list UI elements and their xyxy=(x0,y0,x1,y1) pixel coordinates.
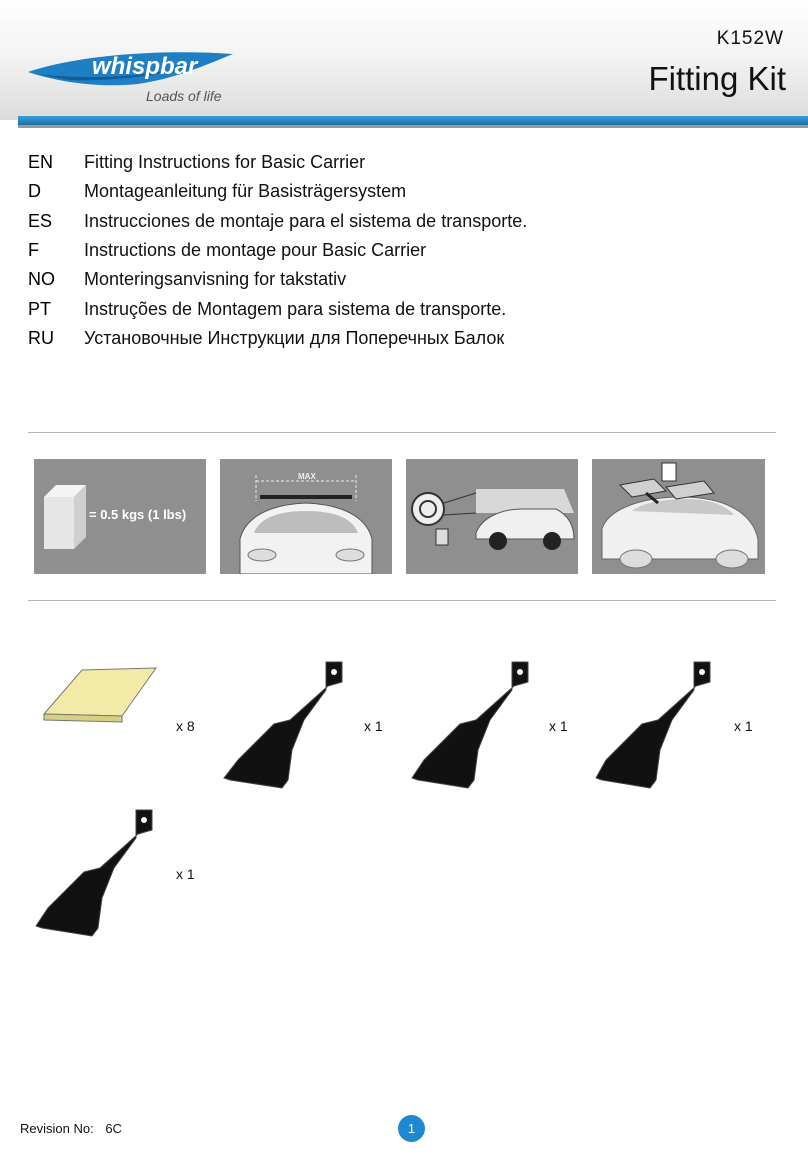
language-title: Instruções de Montagem para sistema de transporte. xyxy=(84,298,507,319)
max-label: MAX xyxy=(298,472,316,481)
tagline: Loads of life xyxy=(146,88,222,104)
language-code: RU xyxy=(28,327,54,348)
language-code: ES xyxy=(28,210,53,231)
language-code: PT xyxy=(28,298,52,319)
bracket-3-quantity: x 1 xyxy=(734,718,753,734)
bracket-part-4 xyxy=(30,808,170,938)
language-title: Instrucciones de montaje para el sistema de transporte. xyxy=(84,210,528,231)
bracket-part-2 xyxy=(406,660,546,790)
document-code: K152W xyxy=(716,28,784,49)
header-shadow-bar xyxy=(18,125,808,128)
rubber-pad-part xyxy=(42,664,162,724)
header-accent-bar xyxy=(18,116,808,125)
language-row xyxy=(28,324,527,353)
language-list xyxy=(28,148,527,353)
header xyxy=(0,0,808,120)
language-title: Установочные Инструкции для Поперечных Балок xyxy=(84,327,505,348)
language-row xyxy=(28,177,527,206)
weight-panel xyxy=(34,459,206,574)
bracket-part-3 xyxy=(590,660,730,790)
page-number-badge: 1 xyxy=(398,1115,425,1142)
language-code: D xyxy=(28,181,41,202)
language-title: Montageanleitung für Basisträgersystem xyxy=(84,181,407,202)
language-row xyxy=(28,207,527,236)
language-title: Fitting Instructions for Basic Carrier xyxy=(84,152,366,173)
weight-label: = 0.5 kgs (1 lbs) xyxy=(89,507,187,522)
document-title: Fitting Kit xyxy=(648,60,786,97)
language-row xyxy=(28,294,527,323)
brand-name: whispbar xyxy=(92,53,198,80)
strap-panel xyxy=(406,459,578,574)
language-row xyxy=(28,265,527,294)
language-code: NO xyxy=(28,269,55,290)
language-row xyxy=(28,236,527,265)
revision-value: 6C xyxy=(105,1121,122,1136)
car-load-icon xyxy=(406,459,578,574)
bracket-1-quantity: x 1 xyxy=(364,718,383,734)
bracket-2-quantity: x 1 xyxy=(549,718,568,734)
info-panels xyxy=(34,459,765,574)
divider-bottom xyxy=(28,600,776,601)
bracket-part-1 xyxy=(218,660,358,790)
car-roof-icon xyxy=(592,459,765,574)
divider-top xyxy=(28,432,776,433)
car-front-icon xyxy=(220,459,392,574)
bracket-4-quantity: x 1 xyxy=(176,866,195,882)
revision-info xyxy=(20,1121,122,1136)
language-code: F xyxy=(28,240,39,261)
parts-list xyxy=(0,640,808,960)
language-title: Monteringsanvisning for takstativ xyxy=(84,269,347,290)
language-title: Instructions de montage pour Basic Carrier xyxy=(84,240,427,261)
roof-panel xyxy=(592,459,765,574)
language-row xyxy=(28,148,527,177)
max-width-panel xyxy=(220,459,392,574)
revision-label: Revision No: xyxy=(20,1121,94,1136)
pad-quantity: x 8 xyxy=(176,718,195,734)
language-code: EN xyxy=(28,152,54,173)
